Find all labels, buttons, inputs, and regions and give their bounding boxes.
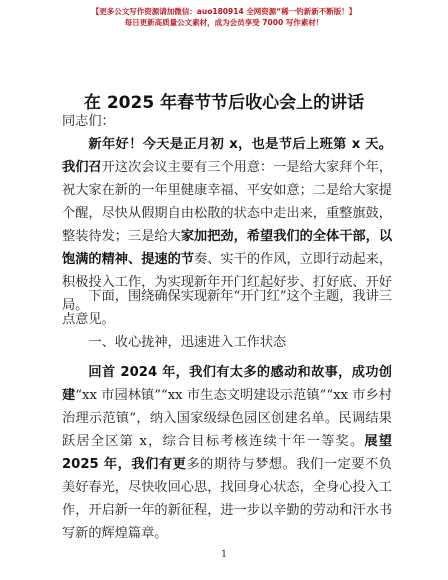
p3-run-2: 展望 2025 年，我们有更 <box>62 434 392 472</box>
p1-run-3: 奏、实干的作风，立即行动起来，积极投入工作，为实现新年开门红起好步、打好底、开好局。 <box>62 252 393 313</box>
p3-run-0: 回首 2024 年，我们有太多的感动和故事，成功创建 <box>62 365 392 403</box>
promo-banner <box>0 6 448 28</box>
paragraph-3 <box>62 361 392 545</box>
p1-run-0: 新年好！今天是正月初 x，也是节后上班第 x 天。我们召 <box>62 137 392 175</box>
salutation: 同志们： <box>62 114 115 129</box>
p1-run-2: 家加把劲，希望我们的全体干部，以饱满的精神、提速的节 <box>62 229 393 267</box>
document-title: 在 2025 年春节节后收心会上的讲话 <box>83 93 365 113</box>
promo-line-2: 每日更新高质量公文素材，成为会员享受 7000 写作素材！ <box>124 18 324 27</box>
paragraph-2: 下面，围绕确保实现新年“开门红”这个主题，我讲三点意见。 <box>62 289 392 327</box>
promo-line-1: 【更多公文写作资源请加微信：auo180914 全网资源“稀一钓新新不断版！】 <box>91 7 357 16</box>
p3-run-1: “xx 市园林镇”“xx 市生态文明建设示范镇”“xx 市乡村治理示范镇”，纳入国家级绿色园区创建名单。民调结果跃居全区第 x，综合目标考核连续十年一等奖。 <box>62 388 392 449</box>
page-number: 1 <box>220 549 228 560</box>
section-heading-1: 一、收心拢神，迅速进入工作状态 <box>88 335 287 350</box>
p1-run-1: 开这次会议主要有三个用意：一是给大家拜个年，祝大家在新的一年里健康幸福、平安如意；二是给大家提个醒，尽快从假期自由松散的状态中走出来，重整旗鼓，整装待发；三是给大 <box>62 160 393 244</box>
p3-run-3: 多的期待与梦想。我们一定要不负美好春光，尽快收回心思，找回身心状态，全身心投入工作，开启新一年的新征程，进一步以辛勤的劳动和汗水书写新的辉煌篇章。 <box>62 457 392 541</box>
